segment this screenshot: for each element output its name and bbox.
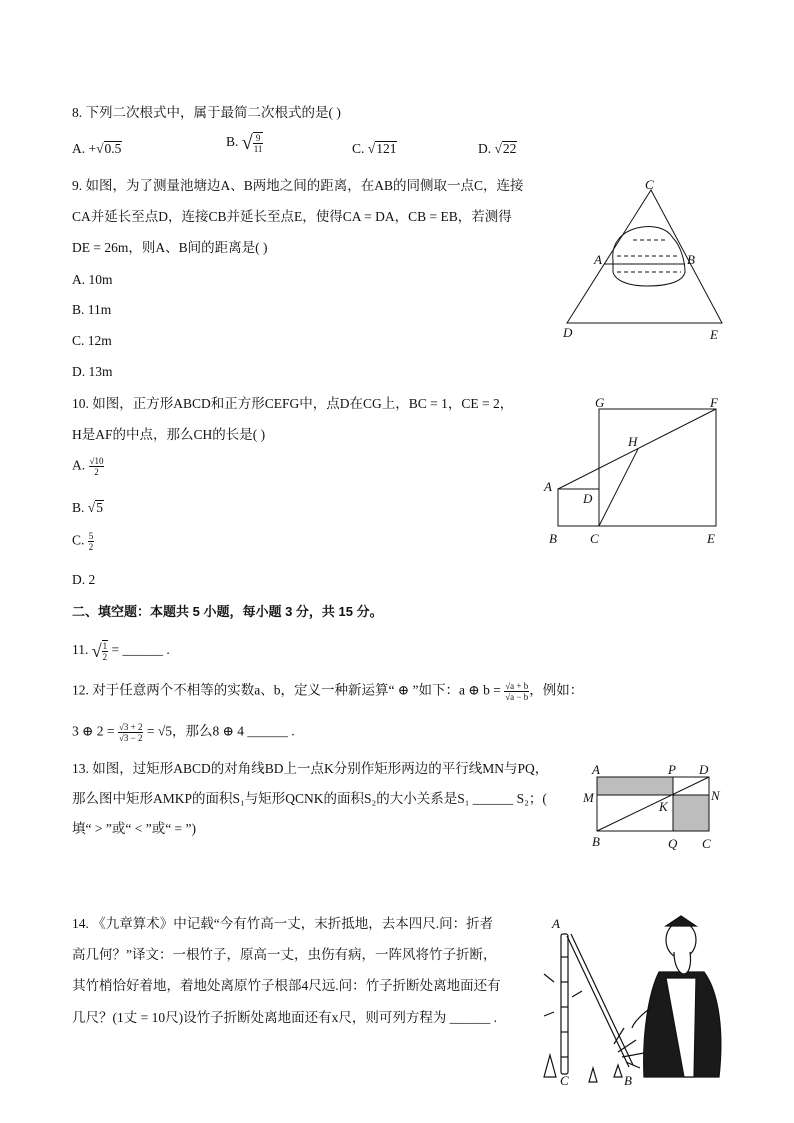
q9-label-e: E bbox=[710, 327, 718, 342]
q10-label-a: A bbox=[544, 479, 552, 494]
q14-label-b: B bbox=[624, 1073, 632, 1087]
q9-figure bbox=[555, 172, 735, 351]
q14-label-a: A bbox=[552, 916, 560, 931]
q8-option-d[interactable]: D. √22 bbox=[478, 141, 517, 156]
q9-label-a: A bbox=[594, 252, 602, 267]
q10-line2: H是AF的中点，那么CH的长是( ) bbox=[72, 427, 266, 442]
q10-square-abcd bbox=[558, 489, 599, 526]
q9-line1: 9. 如图，为了测量池塘边A、B两地之间的距离，在AB的同侧取一点C，连接 bbox=[72, 178, 524, 193]
q10-option-a-label: A. bbox=[72, 457, 86, 473]
q9-label-d: D bbox=[563, 325, 573, 340]
q14-bamboo-stalk bbox=[561, 934, 568, 1074]
q9-line2: CA并延长至点D，连接CB并延长至点E，使得CA = DA，CB = EB，若测得 bbox=[72, 209, 512, 224]
q8-option-c-radicand: 121 bbox=[376, 141, 397, 156]
q12-def-denominator: √a − b bbox=[505, 692, 529, 702]
q10-square-cefg bbox=[599, 409, 716, 526]
q13-rect-amkp bbox=[597, 777, 673, 795]
q13-label-k: K bbox=[659, 799, 668, 814]
q12-def-numerator: √a + b bbox=[505, 681, 529, 691]
q9-triangle-cde bbox=[567, 190, 722, 323]
q13-label-n: N bbox=[711, 788, 720, 803]
q14-broken-bamboo bbox=[567, 936, 629, 1067]
q10-label-b: B bbox=[549, 531, 557, 546]
q8-stem: 8. 下列二次根式中，属于最简二次根式的是( ) bbox=[72, 105, 341, 120]
q10-option-b-radicand: 5 bbox=[96, 500, 103, 515]
q8-option-a[interactable]: A. +√0.5 bbox=[72, 141, 122, 156]
q10-label-e: E bbox=[707, 531, 715, 546]
q9-option-a[interactable]: A. 10m bbox=[72, 272, 113, 287]
q14-label-c: C bbox=[560, 1073, 569, 1087]
q14-figure bbox=[534, 912, 734, 1091]
q9-label-b: B bbox=[687, 252, 695, 267]
q13-label-a: A bbox=[592, 762, 600, 777]
q14-bamboo-shoot-2 bbox=[589, 1068, 597, 1082]
q8-option-a-sign: + bbox=[88, 141, 97, 156]
q12-line1 bbox=[72, 681, 583, 702]
q10-option-c-numerator: 5 bbox=[88, 531, 94, 541]
q13-label-d: D bbox=[699, 762, 709, 777]
q8-option-d-label: D. bbox=[478, 141, 492, 156]
q14-line1: 14. 《九章算术》中记载“今有竹高一丈，末折抵地，去本四尺.问：折者 bbox=[72, 916, 494, 931]
section-2-heading: 二、填空题：本题共 5 小题，每小题 3 分，共 15 分。 bbox=[72, 604, 383, 619]
q9-option-d[interactable]: D. 13m bbox=[72, 364, 113, 379]
q12-line1-text: 12. 对于任意两个不相等的实数a、b，定义一种新运算“ ⊕ ”如下：a ⊕ b = bbox=[72, 682, 501, 698]
q10-label-h: H bbox=[628, 434, 638, 449]
q13-label-m: M bbox=[583, 790, 594, 805]
q10-option-a-denominator: 2 bbox=[94, 467, 99, 477]
q10-label-d: D bbox=[583, 491, 593, 506]
q10-option-c-denominator: 2 bbox=[88, 542, 94, 552]
q8-option-b-numerator: 9 bbox=[253, 133, 264, 144]
q13-figure bbox=[578, 760, 728, 859]
q13-rect-qcnk bbox=[673, 795, 709, 831]
q10-option-c[interactable] bbox=[72, 531, 94, 552]
q10-segment-ch bbox=[599, 449, 638, 526]
q14-bamboo-shoot-3 bbox=[614, 1065, 622, 1077]
q10-label-g: G bbox=[595, 395, 605, 410]
q8-option-b-label: B. bbox=[226, 134, 239, 150]
q12-example-mid: = √5，那么8 ⊕ 4 ______ . bbox=[146, 723, 295, 739]
q8-option-c-label: C. bbox=[352, 141, 365, 156]
q8-option-a-label: A. bbox=[72, 141, 86, 156]
q12-line1-end: ，例如： bbox=[529, 682, 584, 698]
q9-option-c[interactable]: C. 12m bbox=[72, 333, 112, 348]
q10-figure bbox=[538, 393, 728, 557]
q10-option-b-label: B. bbox=[72, 500, 85, 515]
q11-denominator: 2 bbox=[102, 652, 108, 662]
q11-prefix: 11. bbox=[72, 642, 89, 658]
q13-line2[interactable]: 那么图中矩形AMKP的面积S₁与矩形QCNK的面积S₂的大小关系是S₁ ______ S₂；( bbox=[72, 791, 547, 806]
q8-option-a-radicand: 0.5 bbox=[104, 141, 122, 156]
q9-option-b[interactable]: B. 11m bbox=[72, 302, 112, 317]
q13-line1: 13. 如图，过矩形ABCD的对角线BD上一点K分别作矩形两边的平行线MN与PQ， bbox=[72, 761, 549, 776]
q11-numerator: 1 bbox=[102, 641, 108, 651]
q10-label-f: F bbox=[710, 395, 718, 410]
q14-line4[interactable]: 几尺？(1丈 = 10尺)设竹子折断处离地面还有x尺，则可列方程为 ______ . bbox=[72, 1010, 497, 1025]
q8-option-b-denominator: 11 bbox=[253, 144, 263, 154]
q11-suffix: = ______ . bbox=[111, 642, 170, 658]
q13-label-p: P bbox=[668, 762, 676, 777]
q14-scholar bbox=[632, 916, 721, 1077]
q10-option-d[interactable]: D. 2 bbox=[72, 572, 96, 587]
q11[interactable]: 11. √ $\frac{1}{2}$ = ______ . bbox=[72, 641, 170, 662]
q8-option-c[interactable]: C. √121 bbox=[352, 141, 397, 156]
q10-option-c-label: C. bbox=[72, 532, 85, 548]
q13-label-c: C bbox=[702, 836, 711, 851]
q8-option-b[interactable]: B. √ $\frac{9}{11}$ bbox=[226, 132, 263, 154]
q9-label-c: C bbox=[645, 177, 654, 192]
q10-option-a-numerator: √10 bbox=[89, 456, 104, 466]
q9-line3: DE = 26m，则A、B间的距离是( ) bbox=[72, 240, 268, 255]
q10-label-c: C bbox=[590, 531, 599, 546]
q14-bamboo-shoot-1 bbox=[544, 1055, 556, 1077]
q13-label-q: Q bbox=[668, 836, 678, 851]
q13-label-b: B bbox=[592, 834, 600, 849]
q10-option-b[interactable]: B. √5 bbox=[72, 500, 103, 515]
q10-line1: 10. 如图，正方形ABCD和正方形CEFG中，点D在CG上，BC = 1，CE = 2， bbox=[72, 396, 514, 411]
q13-line3: 填“ > ”或“ < ”或“ = ”) bbox=[72, 821, 197, 836]
q10-segment-af bbox=[558, 409, 716, 489]
q14-line2: 高几何？”译文：一根竹子，原高一丈，虫伤有病，一阵风将竹子折断， bbox=[72, 947, 497, 962]
q12-example-numerator: √3 + 2 bbox=[118, 722, 143, 732]
q14-line3: 其竹梢恰好着地，着地处离原竹子根部4尺远.问：竹子折断处离地面还有 bbox=[72, 978, 501, 993]
q8-option-d-radicand: 22 bbox=[502, 141, 517, 156]
q12-example-left: 3 ⊕ 2 = bbox=[72, 723, 115, 739]
q12-line2[interactable] bbox=[72, 722, 295, 743]
q10-option-a[interactable] bbox=[72, 456, 104, 477]
q12-example-denominator: √3 − 2 bbox=[118, 733, 143, 743]
